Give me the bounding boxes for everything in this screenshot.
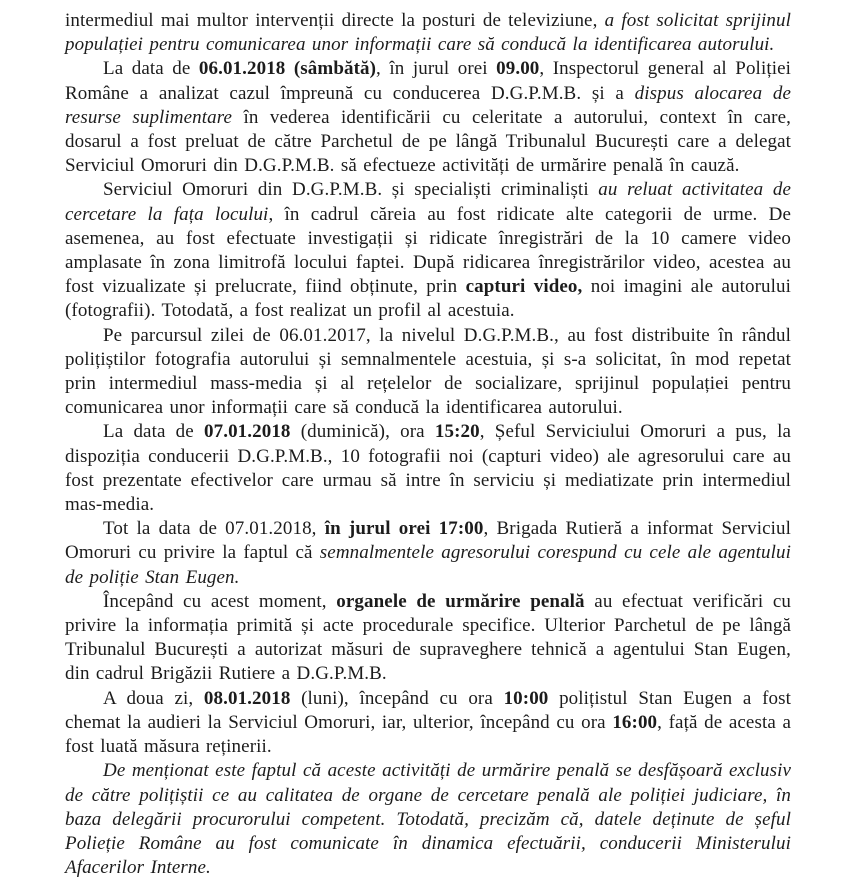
paragraph: [65, 324, 791, 421]
text-segment: La data de: [103, 58, 199, 80]
paragraph: [65, 517, 791, 590]
text-segment: 15:20: [434, 421, 480, 443]
text-segment: Pe parcursul zilei de 06.01.2017, la nivelul D.G.P.M.B., au fost distribuite în rândul polițiștilor fotografia autorului și semnalmentele acestuia, și s-a solicitat, în mod repetat prin intermediul mass-media și al rețelelor de socializare, sprijinul populației pentru comunicarea unor informații care să conducă la identificarea autorului.: [65, 324, 791, 419]
text-segment: Începând cu acest moment,: [103, 590, 337, 612]
paragraph: [65, 687, 791, 760]
text-segment: noi imagini ale autorului (fotografii). Totodată, a fost realizat un profil al acestuia.: [65, 276, 791, 322]
text-segment: dispus alocarea de resurse suplimentare: [65, 82, 791, 128]
text-segment: în vederea identificării cu celeritate a autorului, context în care, dosarul a fost preluat de către Parchetul de pe lângă Tribunalul București care a delegat Serviciul Omoruri din D.G.P.M.B. să efectueze activități de urmărire penală în cauză.: [65, 106, 791, 177]
text-segment: Serviciul Omoruri din D.G.P.M.B. și specialiști criminaliști: [103, 179, 599, 201]
text-segment: Tot la data de 07.01.2018,: [103, 518, 325, 540]
document-paragraphs: [65, 9, 791, 880]
paragraph: [65, 420, 791, 517]
text-segment: polițistul Stan Eugen a fost chemat la audieri la Serviciul Omoruri, iar, ulterior, începând cu ora: [65, 687, 792, 733]
paragraph: [65, 57, 791, 178]
text-segment: (luni), începând cu ora: [290, 687, 504, 709]
text-segment: , Brigada Rutieră a informat Serviciul Omoruri cu privire la faptul că: [65, 518, 791, 564]
text-segment: , în cadrul căreia au fost ridicate alte categorii de urme. De asemenea, au fost efectuate investigații și ridicate înregistrări de la 10 camere video amplasate în zona limitrofă locului faptei. După ridicarea înregistrărilor video, acestea au fost vizualizate și prelucrate, fiind obținute, prin: [65, 203, 791, 298]
text-segment: La data de: [103, 421, 205, 443]
text-segment: 08.01.2018: [203, 687, 291, 709]
text-segment: a fost solicitat sprijinul populației pentru comunicarea unor informații care să conducă la identificarea autorului.: [65, 10, 791, 56]
paragraph: [65, 759, 791, 880]
text-segment: 10:00: [503, 687, 549, 709]
text-segment: organele de urmărire penală: [336, 590, 585, 612]
text-segment: au efectuat verificări cu privire la informația primită și acte procedurale specifice. Ulterior Parchetul de pe lângă Tribunalul București a autorizat măsuri de supraveghere tehnică a agentului Stan Eugen, din cadrul Brigăzii Rutiere a D.G.P.M.B.: [65, 590, 791, 685]
text-segment: au reluat activitatea de cercetare la fața locului: [65, 179, 791, 225]
text-segment: A doua zi,: [103, 687, 204, 709]
text-segment: 06.01.2018 (sâmbătă): [198, 58, 377, 80]
paragraph: [65, 590, 791, 687]
text-segment: , față de acesta a fost luată măsura reținerii.: [65, 711, 792, 758]
text-segment: 07.01.2018: [204, 421, 291, 443]
text-segment: , Inspectorul general al Poliției Române a analizat cazul împreună cu conducerea D.G.P.M.B. și a: [65, 58, 791, 104]
text-segment: , în jurul orei: [376, 58, 497, 80]
text-segment: , Șeful Serviciului Omoruri a pus, la dispoziția conducerii D.G.P.M.B., 10 fotografii noi (capturi video) ale agresorului care au fost prezentate efectivelor care urmau să intre în serviciu și mediatizate prin intermediul mas-media.: [65, 421, 791, 516]
text-segment: (duminică), ora: [290, 421, 435, 443]
text-segment: semnalmentele agresorului corespund cu cele ale agentului de poliție Stan Eugen.: [65, 542, 791, 588]
text-segment: De menționat este faptul că aceste activități de urmărire penală se desfășoară exclusiv de către polițiștii ce au calitatea de organe de cercetare penală ale poliției judiciare, în baza delegării procurorului competent. Totodată, precizăm că, datele deținute de șeful Polieție Române au fost comunicate în dinamica efectuării, conducerii Ministerului Afacerilor Interne.: [65, 760, 791, 879]
text-segment: intermediul mai multor intervenții directe la posturi de televiziune,: [65, 10, 605, 31]
text-segment: în jurul orei 17:00: [324, 518, 484, 540]
text-segment: capturi video,: [465, 276, 583, 298]
text-segment: 09.00: [496, 58, 540, 80]
paragraph: [65, 9, 791, 57]
paragraph: [65, 178, 791, 323]
text-segment: 16:00: [612, 711, 658, 733]
